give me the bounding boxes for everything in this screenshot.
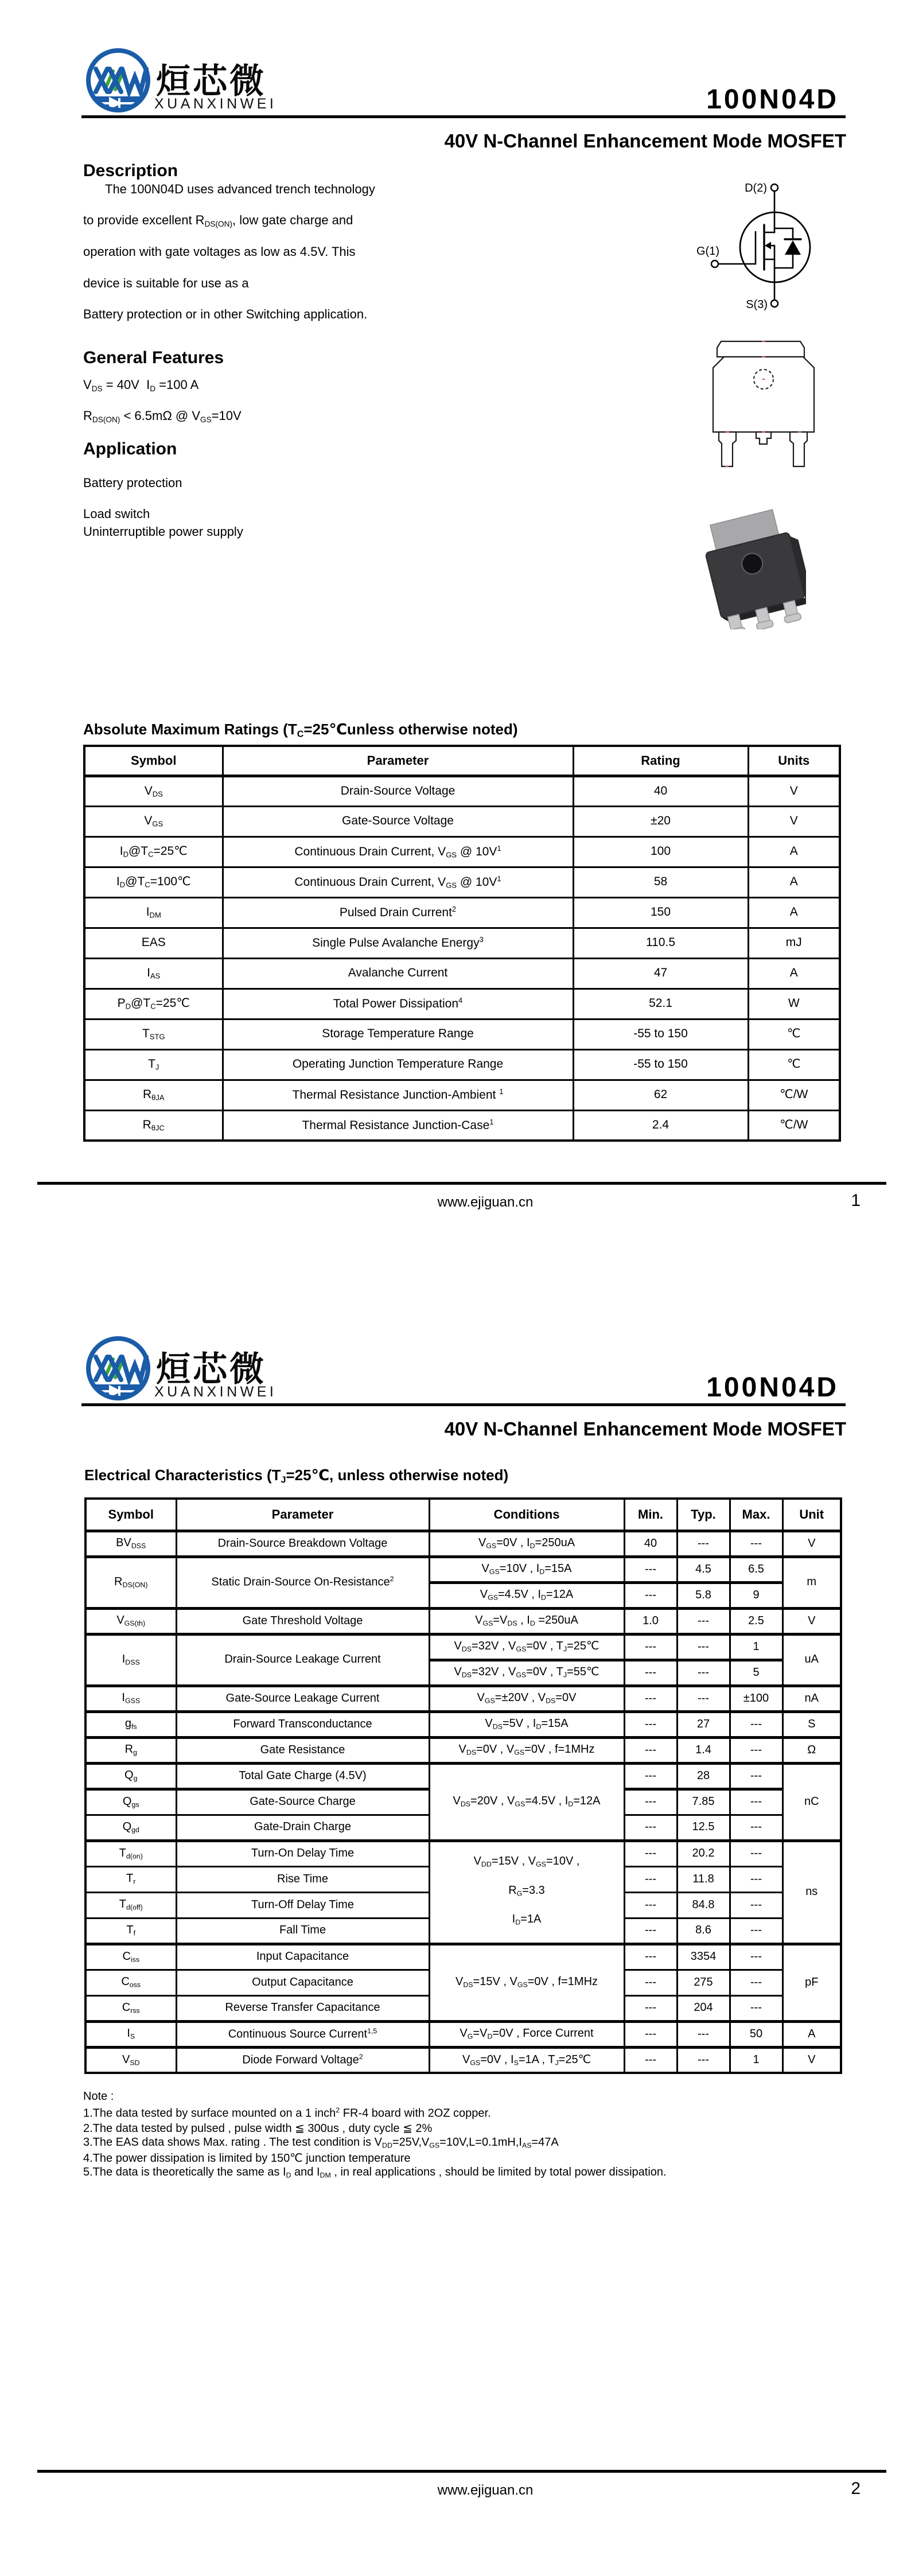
description-line: operation with gate voltages as low as 4.5V. This	[83, 244, 356, 259]
note-item: 4.The power dissipation is limited by 150℃ junction temperature	[83, 2152, 411, 2165]
min-cell: ---	[624, 1815, 677, 1840]
conditions-cell: $V_{DS}=32V$ , $V_{GS}=0V$ , $T_J=25℃$	[429, 1634, 624, 1660]
typ-cell: 1.4	[677, 1737, 730, 1763]
symbol-cell: $T_r$	[85, 1866, 176, 1892]
max-cell: ---	[730, 1711, 782, 1737]
max-cell: ---	[730, 1840, 782, 1866]
symbol-cell: $T_J$	[84, 1049, 223, 1080]
symbol-cell: $BV_{DSS}$	[85, 1531, 176, 1557]
header-rule	[81, 115, 846, 118]
ec-col-typ: Typ.	[677, 1499, 730, 1531]
electrical-characteristics-table	[84, 1497, 842, 2074]
symbol-cell: $I_S$	[85, 2021, 176, 2047]
brand-logo	[83, 47, 278, 115]
symbol-cell: $R_{DS(ON)}$	[85, 1557, 176, 1608]
unit-cell: S	[782, 1711, 841, 1737]
symbol-cell: $V_{SD}$	[85, 2047, 176, 2073]
mosfet-body-arrow	[765, 242, 771, 250]
units-cell: ℃	[748, 1049, 840, 1080]
parameter-cell: Single Pulse Avalanche Energy$^3$	[223, 928, 573, 958]
min-cell: ---	[624, 1918, 677, 1944]
unit-cell: uA	[782, 1634, 841, 1686]
ec-row	[85, 1608, 841, 1634]
units-cell: V	[748, 806, 840, 836]
footer-website: www.ejiguan.cn	[437, 1194, 534, 1210]
ec-row	[85, 1840, 841, 1866]
units-cell: ℃/W	[748, 1110, 840, 1141]
general-features-heading: General Features	[83, 348, 224, 367]
typ-cell: 5.8	[677, 1582, 730, 1608]
min-cell: 40	[624, 1531, 677, 1557]
max-cell: 1	[730, 2047, 782, 2073]
parameter-cell: Forward Transconductance	[176, 1711, 429, 1737]
parameter-cell: Static Drain-Source On-Resistance$^2$	[176, 1557, 429, 1608]
unit-cell: pF	[782, 1944, 841, 2021]
symbol-cell: $T_{d(off)}$	[85, 1892, 176, 1918]
rating-cell: 2.4	[573, 1110, 748, 1141]
symbol-cell: $I_{GSS}$	[85, 1686, 176, 1711]
symbol-cell: $Q_{gd}$	[85, 1815, 176, 1840]
symbol-cell: $C_{iss}$	[85, 1944, 176, 1970]
min-cell: ---	[624, 2021, 677, 2047]
amr-row	[84, 867, 840, 897]
parameter-cell: Rise Time	[176, 1866, 429, 1892]
parameter-cell: Operating Junction Temperature Range	[223, 1049, 573, 1080]
package-tab-outline	[717, 341, 804, 357]
symbol-cell: $I_D@T_C=100℃$	[84, 867, 223, 897]
application-item: Battery protection	[83, 476, 182, 490]
conditions-cell: $V_{DS}=0V$ , $V_{GS}=0V$ , f=1MHz	[429, 1737, 624, 1763]
parameter-cell: Continuous Source Current$^{1,5}$	[176, 2021, 429, 2047]
document-subtitle: 40V N-Channel Enhancement Mode MOSFET	[444, 130, 846, 151]
ec-row	[85, 1763, 841, 1789]
symbol-cell: EAS	[84, 928, 223, 958]
max-cell: ---	[730, 1531, 782, 1557]
drain-label: D(2)	[745, 182, 767, 194]
ec-col-unit: Unit	[782, 1499, 841, 1531]
max-cell: 50	[730, 2021, 782, 2047]
typ-cell: 7.85	[677, 1789, 730, 1815]
rating-cell: -55 to 150	[573, 1049, 748, 1080]
amr-col-rating: Rating	[573, 746, 748, 776]
max-cell: 5	[730, 1660, 782, 1686]
package-outline-figure	[708, 337, 820, 475]
typ-cell: ---	[677, 1608, 730, 1634]
max-cell: 1	[730, 1634, 782, 1660]
units-cell: ℃	[748, 1019, 840, 1049]
amr-row	[84, 776, 840, 806]
parameter-cell: Continuous Drain Current, $V_{GS}$ @ $10V^1$	[223, 836, 573, 867]
package-lead-right	[790, 432, 807, 466]
ec-row	[85, 1531, 841, 1557]
typ-cell: 4.5	[677, 1557, 730, 1582]
conditions-cell: $V_{DD}=15V$ , $V_{GS}=10V$ , $R_G=3.3$ $I_D=1A$	[429, 1840, 624, 1944]
rating-cell: 150	[573, 897, 748, 928]
symbol-cell: $R_g$	[85, 1737, 176, 1763]
ec-row	[85, 2021, 841, 2047]
ec-row	[85, 2047, 841, 2073]
typ-cell: 11.8	[677, 1866, 730, 1892]
ec-row	[85, 1737, 841, 1763]
description-line: to provide excellent $R_{DS(ON)}$, low gate charge and	[83, 213, 353, 228]
amr-row	[84, 1080, 840, 1110]
min-cell: ---	[624, 1995, 677, 2021]
ec-row	[85, 1944, 841, 1970]
brand-logo	[83, 1335, 278, 1403]
rating-cell: 47	[573, 958, 748, 989]
description-line: device is suitable for use as a	[83, 276, 249, 290]
note-item: 3.The EAS data shows Max. rating . The test condition is $V_{DD}=25V,V_{GS}=10V,L=0.1mH,I_{AS}=47A$	[83, 2136, 559, 2150]
conditions-cell: $V_{GS}=4.5V$ , $I_D=12A$	[429, 1582, 624, 1608]
amr-title: Absolute Maximum Ratings ($T_C=25℃unless$ otherwise noted)	[83, 721, 518, 740]
max-cell: 6.5	[730, 1557, 782, 1582]
amr-row	[84, 836, 840, 867]
ec-col-symbol: Symbol	[85, 1499, 176, 1531]
unit-cell: V	[782, 1531, 841, 1557]
rating-cell: ±20	[573, 806, 748, 836]
max-cell: ---	[730, 1789, 782, 1815]
parameter-cell: Total Power Dissipation$^4$	[223, 989, 573, 1019]
conditions-cell: $V_{DS}=32V$ , $V_{GS}=0V$ , $T_J=55℃$	[429, 1660, 624, 1686]
min-cell: ---	[624, 1557, 677, 1582]
description-line: The 100N04D uses advanced trench technology	[105, 182, 375, 196]
ec-row	[85, 1711, 841, 1737]
part-number: 100N04D	[706, 84, 839, 115]
units-cell: mJ	[748, 928, 840, 958]
min-cell: ---	[624, 1866, 677, 1892]
parameter-cell: Fall Time	[176, 1918, 429, 1944]
units-cell: V	[748, 776, 840, 806]
typ-cell: 204	[677, 1995, 730, 2021]
units-cell: A	[748, 958, 840, 989]
symbol-cell: $V_{DS}$	[84, 776, 223, 806]
package-lead-left	[719, 432, 736, 466]
rating-cell: 52.1	[573, 989, 748, 1019]
amr-row	[84, 1049, 840, 1080]
unit-cell: V	[782, 2047, 841, 2073]
notes-heading: Note :	[83, 2090, 114, 2103]
mosfet-symbol-figure	[683, 172, 815, 316]
min-cell: ---	[624, 1970, 677, 1995]
symbol-cell: $P_D@T_C=25℃$	[84, 989, 223, 1019]
min-cell: 1.0	[624, 1608, 677, 1634]
application-heading: Application	[83, 439, 177, 458]
min-cell: ---	[624, 1944, 677, 1970]
ec-col-min: Min.	[624, 1499, 677, 1531]
typ-cell: 275	[677, 1970, 730, 1995]
parameter-cell: Drain-Source Breakdown Voltage	[176, 1531, 429, 1557]
note-item: 5.The data is theoretically the same as $I_D$ and $I_{DM}$ , in real applications , should be limited by total power dissipation.	[83, 2166, 667, 2180]
typ-cell: ---	[677, 2047, 730, 2073]
amr-col-units: Units	[748, 746, 840, 776]
amr-row	[84, 806, 840, 836]
typ-cell: 3354	[677, 1944, 730, 1970]
max-cell: 9	[730, 1582, 782, 1608]
application-item: Load switch	[83, 507, 150, 521]
min-cell: ---	[624, 1686, 677, 1711]
parameter-cell: Gate-Drain Charge	[176, 1815, 429, 1840]
amr-col-parameter: Parameter	[223, 746, 573, 776]
parameter-cell: Diode Forward Voltage$^2$	[176, 2047, 429, 2073]
feature-line: $V_{DS} = 40V$ $I_D =100$ A	[83, 378, 199, 393]
amr-col-symbol: Symbol	[84, 746, 223, 776]
min-cell: ---	[624, 1763, 677, 1789]
unit-cell: V	[782, 1608, 841, 1634]
unit-cell: nC	[782, 1763, 841, 1840]
conditions-cell: $V_{GS}=0V$ , $I_S=1A$ , $T_J=25℃$	[429, 2047, 624, 2073]
unit-cell: nA	[782, 1686, 841, 1711]
conditions-cell: $V_{DS}=5V$ , $I_D=15A$	[429, 1711, 624, 1737]
typ-cell: 27	[677, 1711, 730, 1737]
amr-row	[84, 958, 840, 989]
unit-cell: m	[782, 1557, 841, 1608]
application-item: Uninterruptible power supply	[83, 524, 243, 539]
min-cell: ---	[624, 1840, 677, 1866]
typ-cell: ---	[677, 1660, 730, 1686]
ec-row	[85, 1557, 841, 1582]
drain-terminal	[771, 184, 778, 191]
symbol-cell: $T_{d(on)}$	[85, 1840, 176, 1866]
logo-chinese-name: 烜芯微	[156, 1350, 266, 1388]
min-cell: ---	[624, 1582, 677, 1608]
parameter-cell: Gate-Source Voltage	[223, 806, 573, 836]
parameter-cell: Drain-Source Leakage Current	[176, 1634, 429, 1686]
feature-line: $R_{DS(ON)} < 6.5m\Omega$ @ $V_{GS}=10V$	[83, 408, 242, 424]
parameter-cell: Gate Resistance	[176, 1737, 429, 1763]
amr-row	[84, 928, 840, 958]
logo-romanized-name: XUANXINWEI	[154, 1384, 277, 1400]
conditions-cell: $V_{DS}=15V$ , $V_{GS}=0V$ , f=1MHz	[429, 1944, 624, 2021]
header-rule	[81, 1403, 846, 1406]
typ-cell: 28	[677, 1763, 730, 1789]
typ-cell: 84.8	[677, 1892, 730, 1918]
max-cell: ---	[730, 1944, 782, 1970]
symbol-cell: $V_{GS(th)}$	[85, 1608, 176, 1634]
page-number: 2	[851, 2479, 861, 2498]
parameter-cell: Input Capacitance	[176, 1944, 429, 1970]
symbol-cell: $I_D@T_C=25℃$	[84, 836, 223, 867]
document-subtitle: 40V N-Channel Enhancement Mode MOSFET	[444, 1418, 846, 1439]
max-cell: ---	[730, 1737, 782, 1763]
parameter-cell: Gate-Source Leakage Current	[176, 1686, 429, 1711]
ec-row	[85, 1634, 841, 1660]
min-cell: ---	[624, 2047, 677, 2073]
symbol-cell: $C_{oss}$	[85, 1970, 176, 1995]
ec-title: Electrical Characteristics ($T_J=25℃$, unless otherwise noted)	[84, 1466, 509, 1485]
typ-cell: ---	[677, 1634, 730, 1660]
ec-row	[85, 1686, 841, 1711]
parameter-cell: Drain-Source Voltage	[223, 776, 573, 806]
min-cell: ---	[624, 1711, 677, 1737]
rating-cell: 62	[573, 1080, 748, 1110]
body-diode-triangle	[785, 240, 801, 255]
typ-cell: 20.2	[677, 1840, 730, 1866]
max-cell: ---	[730, 1866, 782, 1892]
conditions-cell: $V_{GS}=V_{DS}$ , $I_D =250uA$	[429, 1608, 624, 1634]
max-cell: ---	[730, 1815, 782, 1840]
max-cell: ---	[730, 1995, 782, 2021]
conditions-cell: $V_{DS}=20V$ , $V_{GS}=4.5V$ , $I_D=12A$	[429, 1763, 624, 1840]
typ-cell: 12.5	[677, 1815, 730, 1840]
parameter-cell: Thermal Resistance Junction-Case$^1$	[223, 1110, 573, 1141]
parameter-cell: Reverse Transfer Capacitance	[176, 1995, 429, 2021]
rating-cell: 100	[573, 836, 748, 867]
parameter-cell: Pulsed Drain Current$^2$	[223, 897, 573, 928]
parameter-cell: Storage Temperature Range	[223, 1019, 573, 1049]
symbol-cell: $V_{GS}$	[84, 806, 223, 836]
symbol-cell: $I_{DSS}$	[85, 1634, 176, 1686]
units-cell: A	[748, 897, 840, 928]
max-cell: ---	[730, 1763, 782, 1789]
footer-rule	[37, 2470, 886, 2473]
amr-row	[84, 897, 840, 928]
unit-cell: Ω	[782, 1737, 841, 1763]
min-cell: ---	[624, 1892, 677, 1918]
symbol-cell: $g_{fs}$	[85, 1711, 176, 1737]
amr-row	[84, 1019, 840, 1049]
max-cell: ---	[730, 1918, 782, 1944]
package-lead-middle	[756, 432, 771, 444]
min-cell: ---	[624, 1660, 677, 1686]
symbol-cell: $R_{\theta JA}$	[84, 1080, 223, 1110]
amr-row	[84, 989, 840, 1019]
gate-label: G(1)	[696, 245, 719, 258]
parameter-cell: Turn-On Delay Time	[176, 1840, 429, 1866]
symbol-cell: $T_f$	[85, 1918, 176, 1944]
amr-header-row	[84, 746, 840, 776]
symbol-cell: $I_{DM}$	[84, 897, 223, 928]
symbol-cell: $C_{rss}$	[85, 1995, 176, 2021]
parameter-cell: Gate-Source Charge	[176, 1789, 429, 1815]
description-heading: Description	[83, 161, 178, 180]
unit-cell: A	[782, 2021, 841, 2047]
parameter-cell: Output Capacitance	[176, 1970, 429, 1995]
parameter-cell: Avalanche Current	[223, 958, 573, 989]
description-line: Battery protection or in other Switching application.	[83, 307, 368, 321]
symbol-cell: $Q_{gs}$	[85, 1789, 176, 1815]
note-item: 2.The data tested by pulsed , pulse width ≦ 300us , duty cycle ≦ 2%	[83, 2122, 433, 2135]
logo-chinese-name: 烜芯微	[156, 62, 266, 100]
conditions-cell: $V_{GS}=0V$ , $I_D=250uA$	[429, 1531, 624, 1557]
ec-header-row	[85, 1499, 841, 1531]
max-cell: ±100	[730, 1686, 782, 1711]
gate-terminal	[711, 260, 718, 267]
conditions-cell: $V_G=V_D=0V$ , Force Current	[429, 2021, 624, 2047]
min-cell: ---	[624, 1789, 677, 1815]
rating-cell: -55 to 150	[573, 1019, 748, 1049]
units-cell: A	[748, 836, 840, 867]
footer-website: www.ejiguan.cn	[437, 2482, 534, 2498]
max-cell: 2.5	[730, 1608, 782, 1634]
typ-cell: ---	[677, 1686, 730, 1711]
symbol-cell: $Q_g$	[85, 1763, 176, 1789]
symbol-cell: $I_{AS}$	[84, 958, 223, 989]
rating-cell: 58	[573, 867, 748, 897]
units-cell: W	[748, 989, 840, 1019]
source-terminal	[771, 300, 778, 307]
source-label: S(3)	[746, 298, 768, 311]
typ-cell: ---	[677, 1531, 730, 1557]
symbol-cell: $R_{\theta JC}$	[84, 1110, 223, 1141]
parameter-cell: Turn-Off Delay Time	[176, 1892, 429, 1918]
typ-cell: ---	[677, 2021, 730, 2047]
page-number: 1	[851, 1191, 861, 1210]
max-cell: ---	[730, 1970, 782, 1995]
note-item: 1.The data tested by surface mounted on a 1 inch$^2$ FR-4 board with 2OZ copper.	[83, 2106, 491, 2120]
ec-col-conditions: Conditions	[429, 1499, 624, 1531]
parameter-cell: Total Gate Charge (4.5V)	[176, 1763, 429, 1789]
absolute-maximum-ratings-table	[83, 745, 841, 1142]
ec-col-parameter: Parameter	[176, 1499, 429, 1531]
min-cell: ---	[624, 1634, 677, 1660]
units-cell: A	[748, 867, 840, 897]
conditions-cell: $V_{GS}=\pm 20V$ , $V_{DS}=0V$	[429, 1686, 624, 1711]
unit-cell: ns	[782, 1840, 841, 1944]
package-photo-figure	[697, 506, 806, 629]
part-number: 100N04D	[706, 1372, 839, 1403]
parameter-cell: Thermal Resistance Junction-Ambient $^1$	[223, 1080, 573, 1110]
typ-cell: 8.6	[677, 1918, 730, 1944]
parameter-cell: Gate Threshold Voltage	[176, 1608, 429, 1634]
ec-col-max: Max.	[730, 1499, 782, 1531]
max-cell: ---	[730, 1892, 782, 1918]
min-cell: ---	[624, 1737, 677, 1763]
amr-row	[84, 1110, 840, 1141]
rating-cell: 40	[573, 776, 748, 806]
symbol-cell: $T_{STG}$	[84, 1019, 223, 1049]
conditions-cell: $V_{GS}=10V$ , $I_D=15A$	[429, 1557, 624, 1582]
package-body-outline	[713, 357, 814, 432]
footer-rule	[37, 1182, 886, 1185]
units-cell: ℃/W	[748, 1080, 840, 1110]
rating-cell: 110.5	[573, 928, 748, 958]
logo-romanized-name: XUANXINWEI	[154, 96, 277, 112]
parameter-cell: Continuous Drain Current, $V_{GS}$ @ $10V^1$	[223, 867, 573, 897]
